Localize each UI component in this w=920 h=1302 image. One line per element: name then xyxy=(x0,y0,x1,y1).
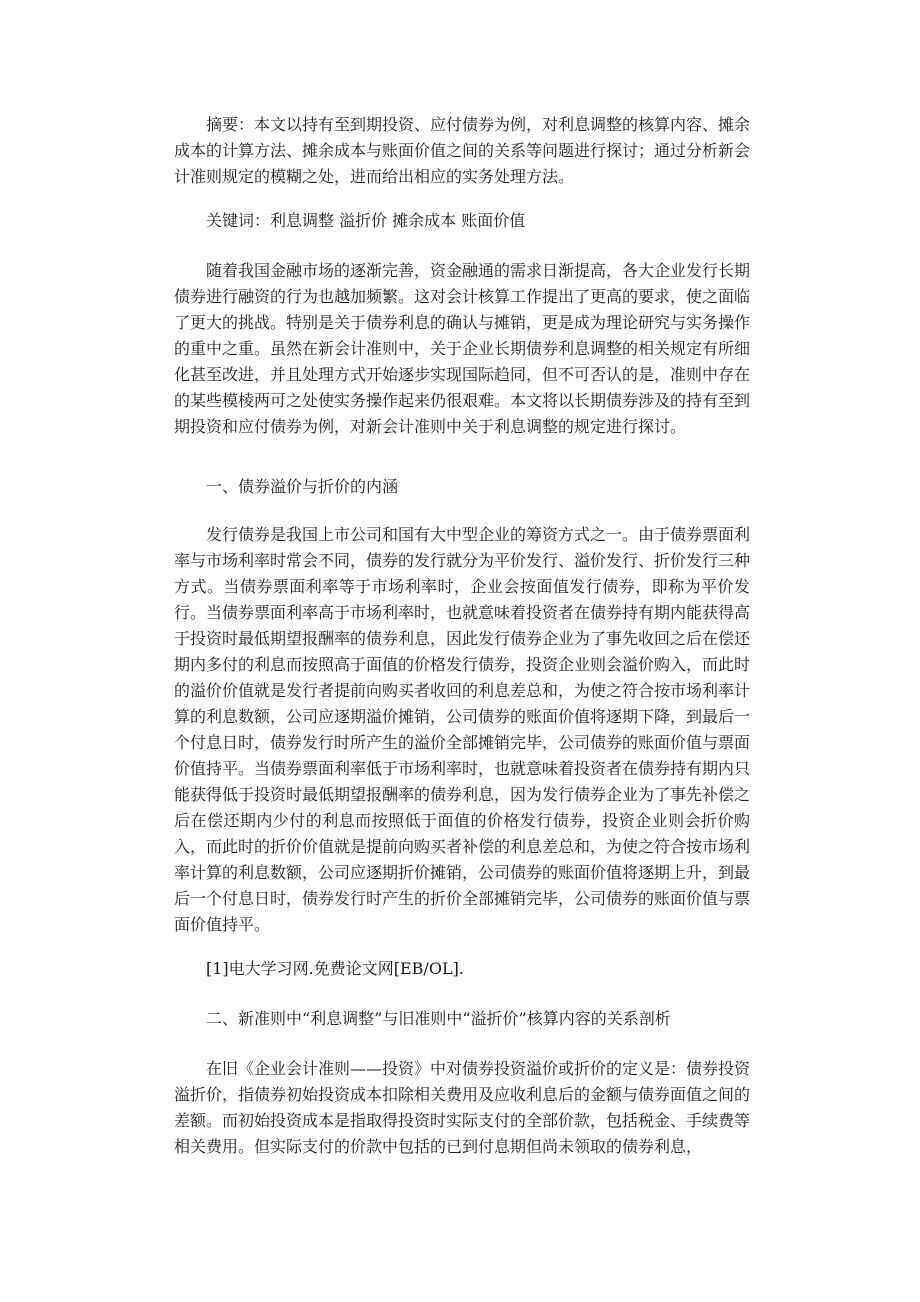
intro-paragraph: 随着我国金融市场的逐渐完善，资金融通的需求日渐提高，各大企业发行长期债券进行融资的行为也越加频繁。这对会计核算工作提出了更高的要求，使之面临了更大的挑战。特别是关于债券利息的确认与摊销，更是成为理论研究与实务操作的重中之重。虽然在新会计准则中，关于企业长期债券利息调整的相关规定有所细化甚至改进，并且处理方式开始逐步实现国际趋同，但不可否认的是，准则中存在的某些模棱两可之处使实务操作起来仍很艰难。本文将以长期债券涉及的持有至到期投资和应付债券为例，对新会计准则中关于利息调整的规定进行探讨。 xyxy=(174,261,751,436)
section-2-body: 在旧《企业会计准则——投资》中对债券投资溢价或折价的定义是：债券投资溢折价，指债券初始投资成本扣除相关费用及应收利息后的金额与债券面值之间的差额。而初始投资成本是指取得投资时实际支付的全部价款，包括税金、手续费等相关费用。但实际支付的价款中包括的已到付息期但尚未领取的债券利息， xyxy=(174,1059,751,1156)
abstract-paragraph: 摘要：本文以持有至到期投资、应付债券为例，对利息调整的核算内容、摊余成本的计算方法、摊余成本与账面价值之间的关系等问题进行探讨；通过分析新会计准则规定的模糊之处，进而给出相应的实务处理方法。 xyxy=(174,115,751,186)
section-1-heading: 一、债券溢价与折价的内涵 xyxy=(206,477,399,496)
section-1-body: 发行债券是我国上市公司和国有大中型企业的筹资方式之一。由于债券票面利率与市场利率时常会不同，债券的发行就分为平价发行、溢价发行、折价发行三种方式。当债券票面利率等于市场利率时，企业会按面值发行债券，即称为平价发行。当债券票面利率高于市场利率时，也就意味着投资者在债券持有期内能获得高于投资时最低期望报酬率的债券利息，因此发行债券企业为了事先收回之后在偿还期内多付的利息而按照高于面值的价格发行债券，投资企业则会溢价购入，而此时的溢价价值就是发行者提前向购买者收回的利息差总和，为使之符合按市场利率计算的利息数额，公司应逐期溢价摊销，公司债券的账面价值将逐期下降，到最后一个付息日时，债券发行时所产生的溢价全部摊销完毕，公司债券的账面价值与票面价值持平。当债券票面利率低于市场利率时，也就意味着投资者在债券持有期内只能获得低于投资时最低期望报酬率的债券利息，因为发行债券企业为了事先补偿之后在偿还期内少付的利息而按照低于面值的价格发行债券，投资企业则会折价购入，而此时的折价价值就是提前向购买者补偿的利息差总和，为使之符合按市场利率计算的利息数额，公司应逐期折价摊销，公司债券的账面价值将逐期上升，到最后一个付息日时，债券发行时产生的折价全部摊销完毕，公司债券的账面价值与票面价值持平。 xyxy=(174,525,751,934)
keywords-line: 关键词：利息调整 溢折价 摊余成本 账面价值 xyxy=(206,211,526,230)
section-2-heading: 二、新准则中“利息调整”与旧准则中“溢折价”核算内容的关系剖析 xyxy=(206,1009,671,1028)
reference-citation: [1]电大学习网.免费论文网[EB/OL]. xyxy=(206,959,464,978)
